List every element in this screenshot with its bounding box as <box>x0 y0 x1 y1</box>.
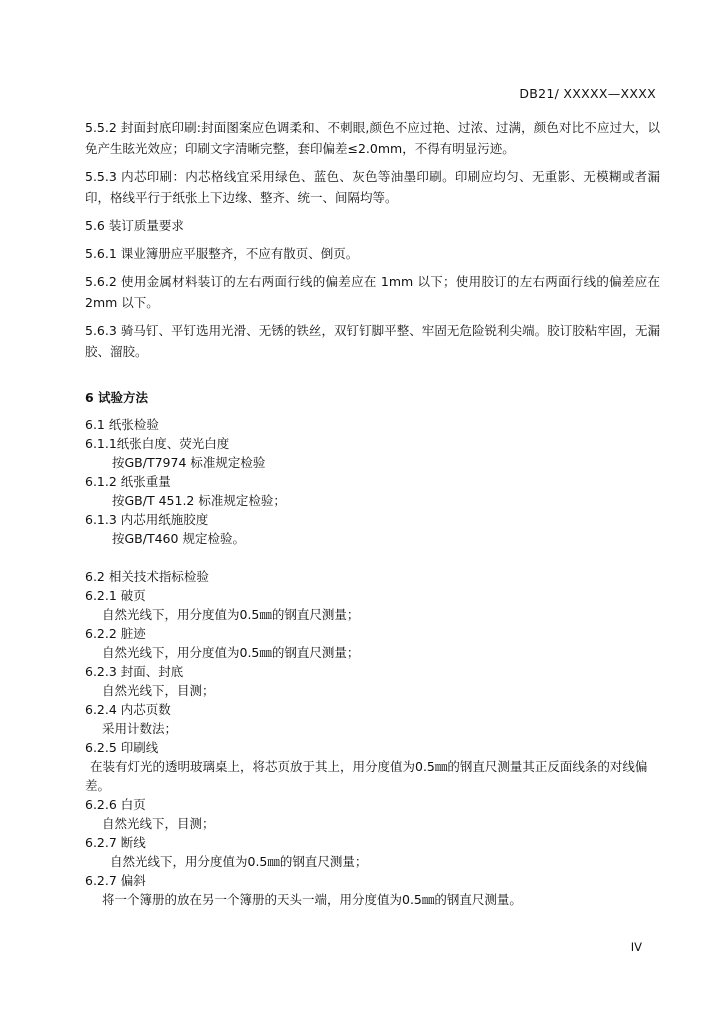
clause-5-6-2: 5.6.2 使用金属材料装订的左右两面行线的偏差应在 1mm 以下；使用胶订的左右两面行线的偏差应在 2mm 以下。 <box>85 274 660 310</box>
clause-6-2-5-text-content: 在装有灯光的透明玻璃桌上，将芯页放于其上，用分度值为0.5㎜的钢直尺测量其正反面线条的对线偏差。 <box>85 759 648 793</box>
clause-6-1-3-text: 按GB/T460 规定检验。 <box>112 531 245 546</box>
clause-6-2-7b-heading: 6.2.7 偏斜 <box>85 873 146 888</box>
clause-6-1-2-heading: 6.1.2 纸张重量 <box>85 474 171 489</box>
clause-6-2-2-text: 自然光线下，用分度值为0.5㎜的钢直尺测量； <box>102 645 360 660</box>
section-6-title: 6 试验方法 <box>85 390 149 405</box>
clause-6-2-7-text: 自然光线下，用分度值为0.5㎜的钢直尺测量； <box>110 854 368 869</box>
clause-5-6-3: 5.6.3 骑马钉、平钉选用光滑、无锈的铁丝，双钉钉脚平整、牢固无危险锐利尖端。胶订胶粘牢固，无漏胶、溜胶。 <box>85 323 660 359</box>
clause-6-2-4-heading: 6.2.4 内芯页数 <box>85 702 171 717</box>
document-code-header: DB21/ XXXXX—XXXX <box>519 86 656 101</box>
clause-6-1-heading: 6.1 纸张检验 <box>85 417 159 432</box>
clause-6-1-2-text: 按GB/T 451.2 标准规定检验； <box>112 493 286 508</box>
clause-6-2-5-text <box>85 757 660 795</box>
page-number: IV <box>630 940 642 954</box>
clause-5-5-3: 5.5.3 内芯印刷：内芯格线宜采用绿色、蓝色、灰色等油墨印刷。印刷应均匀、无重影、无模糊或者漏印，格线平行于纸张上下边缘、整齐、统一、间隔均等。 <box>85 169 660 205</box>
clause-6-2-2-heading: 6.2.2 脏迹 <box>85 626 146 641</box>
clause-6-2-5-heading: 6.2.5 印刷线 <box>85 740 159 755</box>
clause-6-2-6-text: 自然光线下，目测； <box>102 816 215 831</box>
clause-6-2-1-text: 自然光线下，用分度值为0.5㎜的钢直尺测量； <box>102 607 360 622</box>
clause-6-2-7b-text: 将一个簿册的放在另一个簿册的天头一端，用分度值为0.5㎜的钢直尺测量。 <box>102 892 522 907</box>
document-body <box>85 117 660 909</box>
clause-5-6-1: 5.6.1 课业簿册应平服整齐，不应有散页、倒页。 <box>85 246 359 261</box>
spacer <box>85 548 660 567</box>
clause-6-2-6-heading: 6.2.6 白页 <box>85 797 146 812</box>
clause-6-1-1-heading: 6.1.1纸张白度、荧光白度 <box>85 436 230 451</box>
clause-6-1-1-text: 按GB/T7974 标准规定检验 <box>112 455 266 470</box>
clause-6-2-3-text: 自然光线下，目测； <box>102 683 215 698</box>
clause-5-5-2: 5.5.2 封面封底印刷:封面图案应色调柔和、不刺眼,颜色不应过艳、过浓、过满，颜色对比不应过大，以免产生眩光效应；印刷文字清晰完整，套印偏差≤2.0mm，不得有明显污迹。 <box>85 120 660 156</box>
clause-6-2-3-heading: 6.2.3 封面、封底 <box>85 664 184 679</box>
clause-5-6-heading: 5.6 装订质量要求 <box>85 218 184 233</box>
clause-6-2-heading: 6.2 相关技术指标检验 <box>85 569 209 584</box>
clause-6-2-1-heading: 6.2.1 破页 <box>85 588 146 603</box>
clause-6-2-7-heading: 6.2.7 断线 <box>85 835 146 850</box>
clause-6-1-3-heading: 6.1.3 内芯用纸施胶度 <box>85 512 209 527</box>
clause-6-2-4-text: 采用计数法； <box>102 721 178 736</box>
